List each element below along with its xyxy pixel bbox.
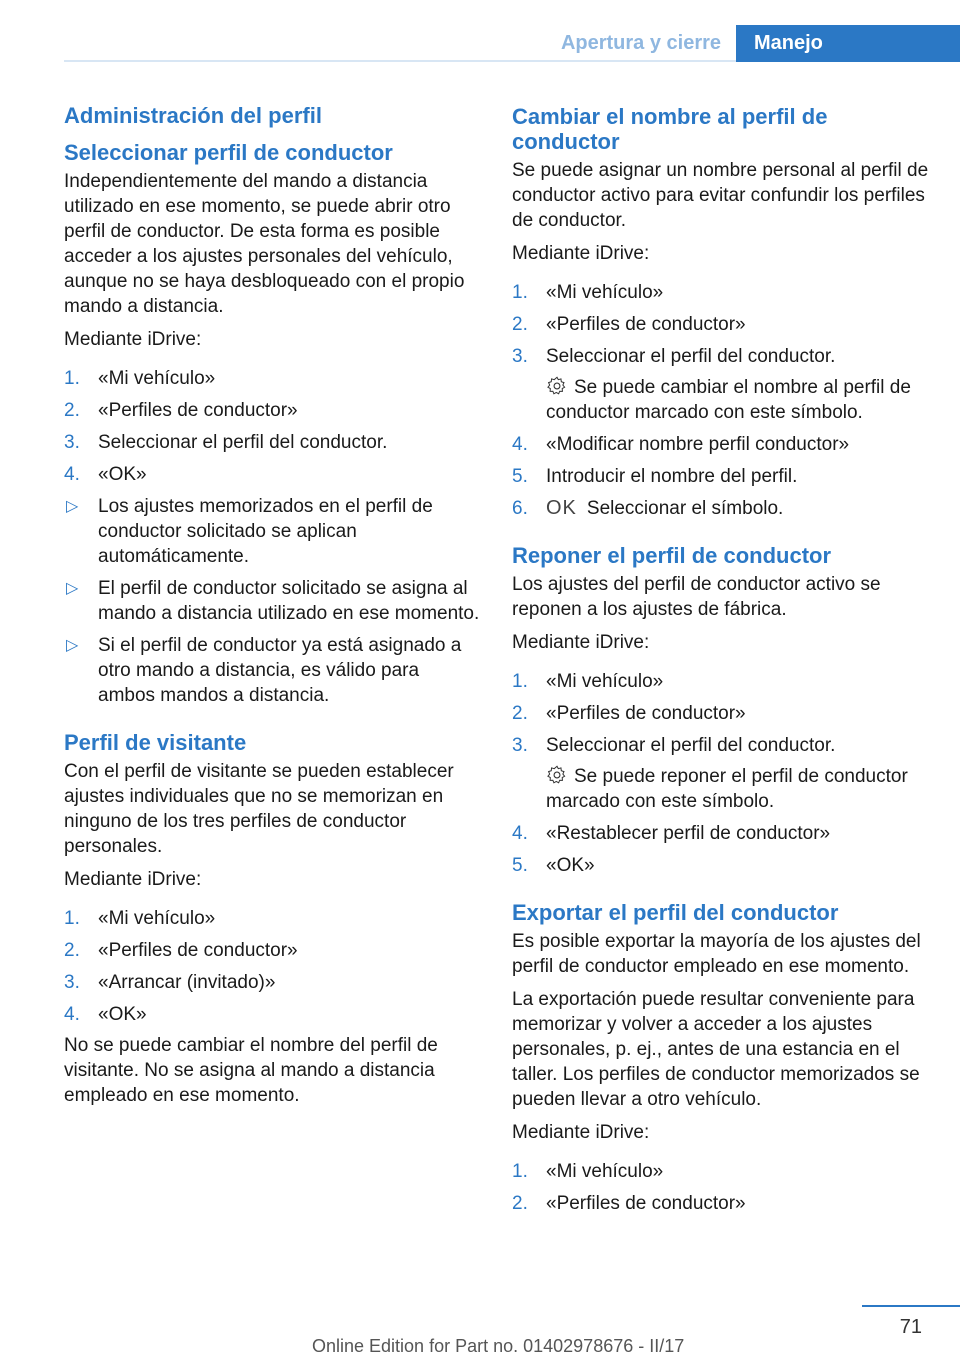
list-item xyxy=(512,1159,932,1184)
list-item xyxy=(64,938,480,963)
step-number: 5. xyxy=(512,466,528,487)
steps-seleccionar xyxy=(64,366,480,708)
step-text: «Restablecer perfil de conductor» xyxy=(546,823,831,844)
step-text: Seleccionar el perfil del conductor. xyxy=(98,432,388,453)
step-text: «Mi vehículo» xyxy=(546,1161,664,1182)
step-number: 5. xyxy=(512,855,528,876)
step-text: «Mi vehículo» xyxy=(98,908,216,929)
list-item xyxy=(512,669,932,694)
list-item xyxy=(512,432,932,457)
idrive-label: Mediante iDrive: xyxy=(512,632,650,653)
idrive-label: Mediante iDrive: xyxy=(64,869,202,890)
step-text: «Mi vehículo» xyxy=(546,671,664,692)
step-number: 2. xyxy=(512,703,528,724)
step-text: «Perfiles de conductor» xyxy=(98,940,298,961)
heading-perfil-visitante: Perfil de visitante xyxy=(64,730,247,755)
paragraph-exportar: Es posible exportar la mayoría de los ajustes del perfil de conductor empleado en ese momento. xyxy=(512,931,921,977)
steps-reponer xyxy=(512,669,932,878)
step-note xyxy=(546,375,932,425)
list-item xyxy=(512,853,932,878)
step-number: 3. xyxy=(64,972,80,993)
steps-visitante xyxy=(64,906,480,1027)
step-text: Seleccionar el perfil del conductor. xyxy=(546,735,836,756)
page-number: 71 xyxy=(899,1316,922,1338)
step-number: 1. xyxy=(64,368,80,389)
step-number: 4. xyxy=(64,1004,80,1025)
list-item xyxy=(512,701,932,726)
step-number: 4. xyxy=(64,464,80,485)
step-number: 4. xyxy=(512,434,528,455)
step-text: «Perfiles de conductor» xyxy=(546,1193,746,1214)
step-number: 1. xyxy=(64,908,80,929)
triangle-bullet-icon: ▷ xyxy=(66,637,79,654)
bullet-item xyxy=(64,494,480,569)
idrive-label: Mediante iDrive: xyxy=(64,329,202,350)
list-item xyxy=(64,1002,480,1027)
step-number: 6. xyxy=(512,498,528,519)
list-item xyxy=(64,970,480,995)
bullet-item xyxy=(64,576,480,626)
step-text: «Perfiles de conductor» xyxy=(546,314,746,335)
step-number: 2. xyxy=(512,314,528,335)
list-item xyxy=(64,398,480,423)
triangle-bullet-icon: ▷ xyxy=(66,498,79,515)
heading-cambiar-nombre: Cambiar el nombre al perfil de conductor xyxy=(512,104,828,154)
list-item xyxy=(512,280,932,305)
heading-exportar-perfil: Exportar el perfil del conductor xyxy=(512,900,839,925)
list-item xyxy=(512,821,932,846)
paragraph-seleccionar: Independientemente del mando a distancia utilizado en ese momento, se puede abrir otro perfil de conductor. De esta forma es posible acceder a los ajustes personales del vehículo, aunque no se haya desbloqueado con el propio mando a distancia. xyxy=(64,171,465,317)
triangle-bullet-icon: ▷ xyxy=(66,580,79,597)
list-item xyxy=(512,733,932,814)
step-number: 2. xyxy=(64,400,80,421)
bullet-text: Los ajustes memorizados en el perfil de conductor solicitado se aplican automáticamente. xyxy=(98,496,433,567)
list-item xyxy=(64,430,480,455)
heading-seleccionar-perfil: Seleccionar perfil de conductor xyxy=(64,140,393,165)
list-item xyxy=(512,344,932,425)
paragraph-visitante-note: No se puede cambiar el nombre del perfil de visitante. No se asigna al mando a distancia empleado en ese momento. xyxy=(64,1035,438,1106)
list-item xyxy=(64,462,480,487)
step-number: 3. xyxy=(512,735,528,756)
gear-icon xyxy=(546,764,568,786)
step-number: 2. xyxy=(512,1193,528,1214)
footer-edition: Online Edition for Part no. 01402978676 - II/17 xyxy=(312,1336,685,1356)
list-item xyxy=(512,464,932,489)
list-item xyxy=(512,496,932,521)
section-title-administracion: Administración del perfil xyxy=(64,103,322,128)
paragraph-reponer: Los ajustes del perfil de conductor activo se reponen a los ajustes de fábrica. xyxy=(512,574,881,620)
step-text: «Mi vehículo» xyxy=(98,368,216,389)
ok-symbol-icon: OK xyxy=(546,497,577,519)
footer-rule xyxy=(862,1305,960,1307)
step-number: 4. xyxy=(512,823,528,844)
step-number: 1. xyxy=(512,671,528,692)
gear-icon xyxy=(546,375,568,397)
step-text: «Mi vehículo» xyxy=(546,282,664,303)
list-item xyxy=(64,906,480,931)
bullet-text: El perfil de conductor solicitado se asigna al mando a distancia utilizado en ese momento. xyxy=(98,578,480,624)
left-column xyxy=(64,100,480,1116)
heading-reponer-perfil: Reponer el perfil de conductor xyxy=(512,543,832,568)
paragraph-cambiar-nombre: Se puede asignar un nombre personal al perfil de conductor activo para evitar confundir los perfiles de conductor. xyxy=(512,160,929,231)
idrive-label: Mediante iDrive: xyxy=(512,243,650,264)
list-item xyxy=(512,1191,932,1216)
step-text: «Perfiles de conductor» xyxy=(546,703,746,724)
step-text: «Arrancar (invitado)» xyxy=(98,972,276,993)
note-text: Se puede cambiar el nombre al perfil de conductor marcado con este símbolo. xyxy=(546,377,911,423)
step-note xyxy=(546,764,932,814)
steps-exportar xyxy=(512,1159,932,1216)
step-text: Seleccionar el perfil del conductor. xyxy=(546,346,836,367)
tab-manejo[interactable]: Manejo xyxy=(736,25,960,62)
bullet-text: Si el perfil de conductor ya está asignado a otro mando a distancia, es válido para ambos mandos a distancia. xyxy=(98,635,462,706)
note-text: Se puede reponer el perfil de conductor marcado con este símbolo. xyxy=(546,766,908,812)
bullet-item xyxy=(64,633,480,708)
list-item xyxy=(512,312,932,337)
step-number: 1. xyxy=(512,282,528,303)
paragraph-exportar-2: La exportación puede resultar conveniente para memorizar y volver a acceder a los ajustes personales, p. ej., antes de una estancia en el taller. Los perfiles de conductor memorizados se pueden llevar a otro vehículo. xyxy=(512,989,920,1110)
steps-cambiar-nombre xyxy=(512,280,932,521)
idrive-label: Mediante iDrive: xyxy=(512,1122,650,1143)
paragraph-visitante: Con el perfil de visitante se pueden establecer ajustes individuales que no se memorizan en ninguno de los tres perfiles de conductor personales. xyxy=(64,761,454,857)
right-column xyxy=(512,100,932,1226)
step-number: 3. xyxy=(64,432,80,453)
step-text: «Modificar nombre perfil conductor» xyxy=(546,434,850,455)
step-text: «OK» xyxy=(98,464,147,485)
step-text: Seleccionar el símbolo. xyxy=(586,498,784,519)
list-item xyxy=(64,366,480,391)
step-number: 2. xyxy=(64,940,80,961)
step-number: 1. xyxy=(512,1161,528,1182)
step-text: Introducir el nombre del perfil. xyxy=(546,466,798,487)
step-text: «OK» xyxy=(546,855,595,876)
step-number: 3. xyxy=(512,346,528,367)
step-text: «OK» xyxy=(98,1004,147,1025)
tab-apertura-y-cierre[interactable]: Apertura y cierre xyxy=(560,32,722,54)
step-text: «Perfiles de conductor» xyxy=(98,400,298,421)
